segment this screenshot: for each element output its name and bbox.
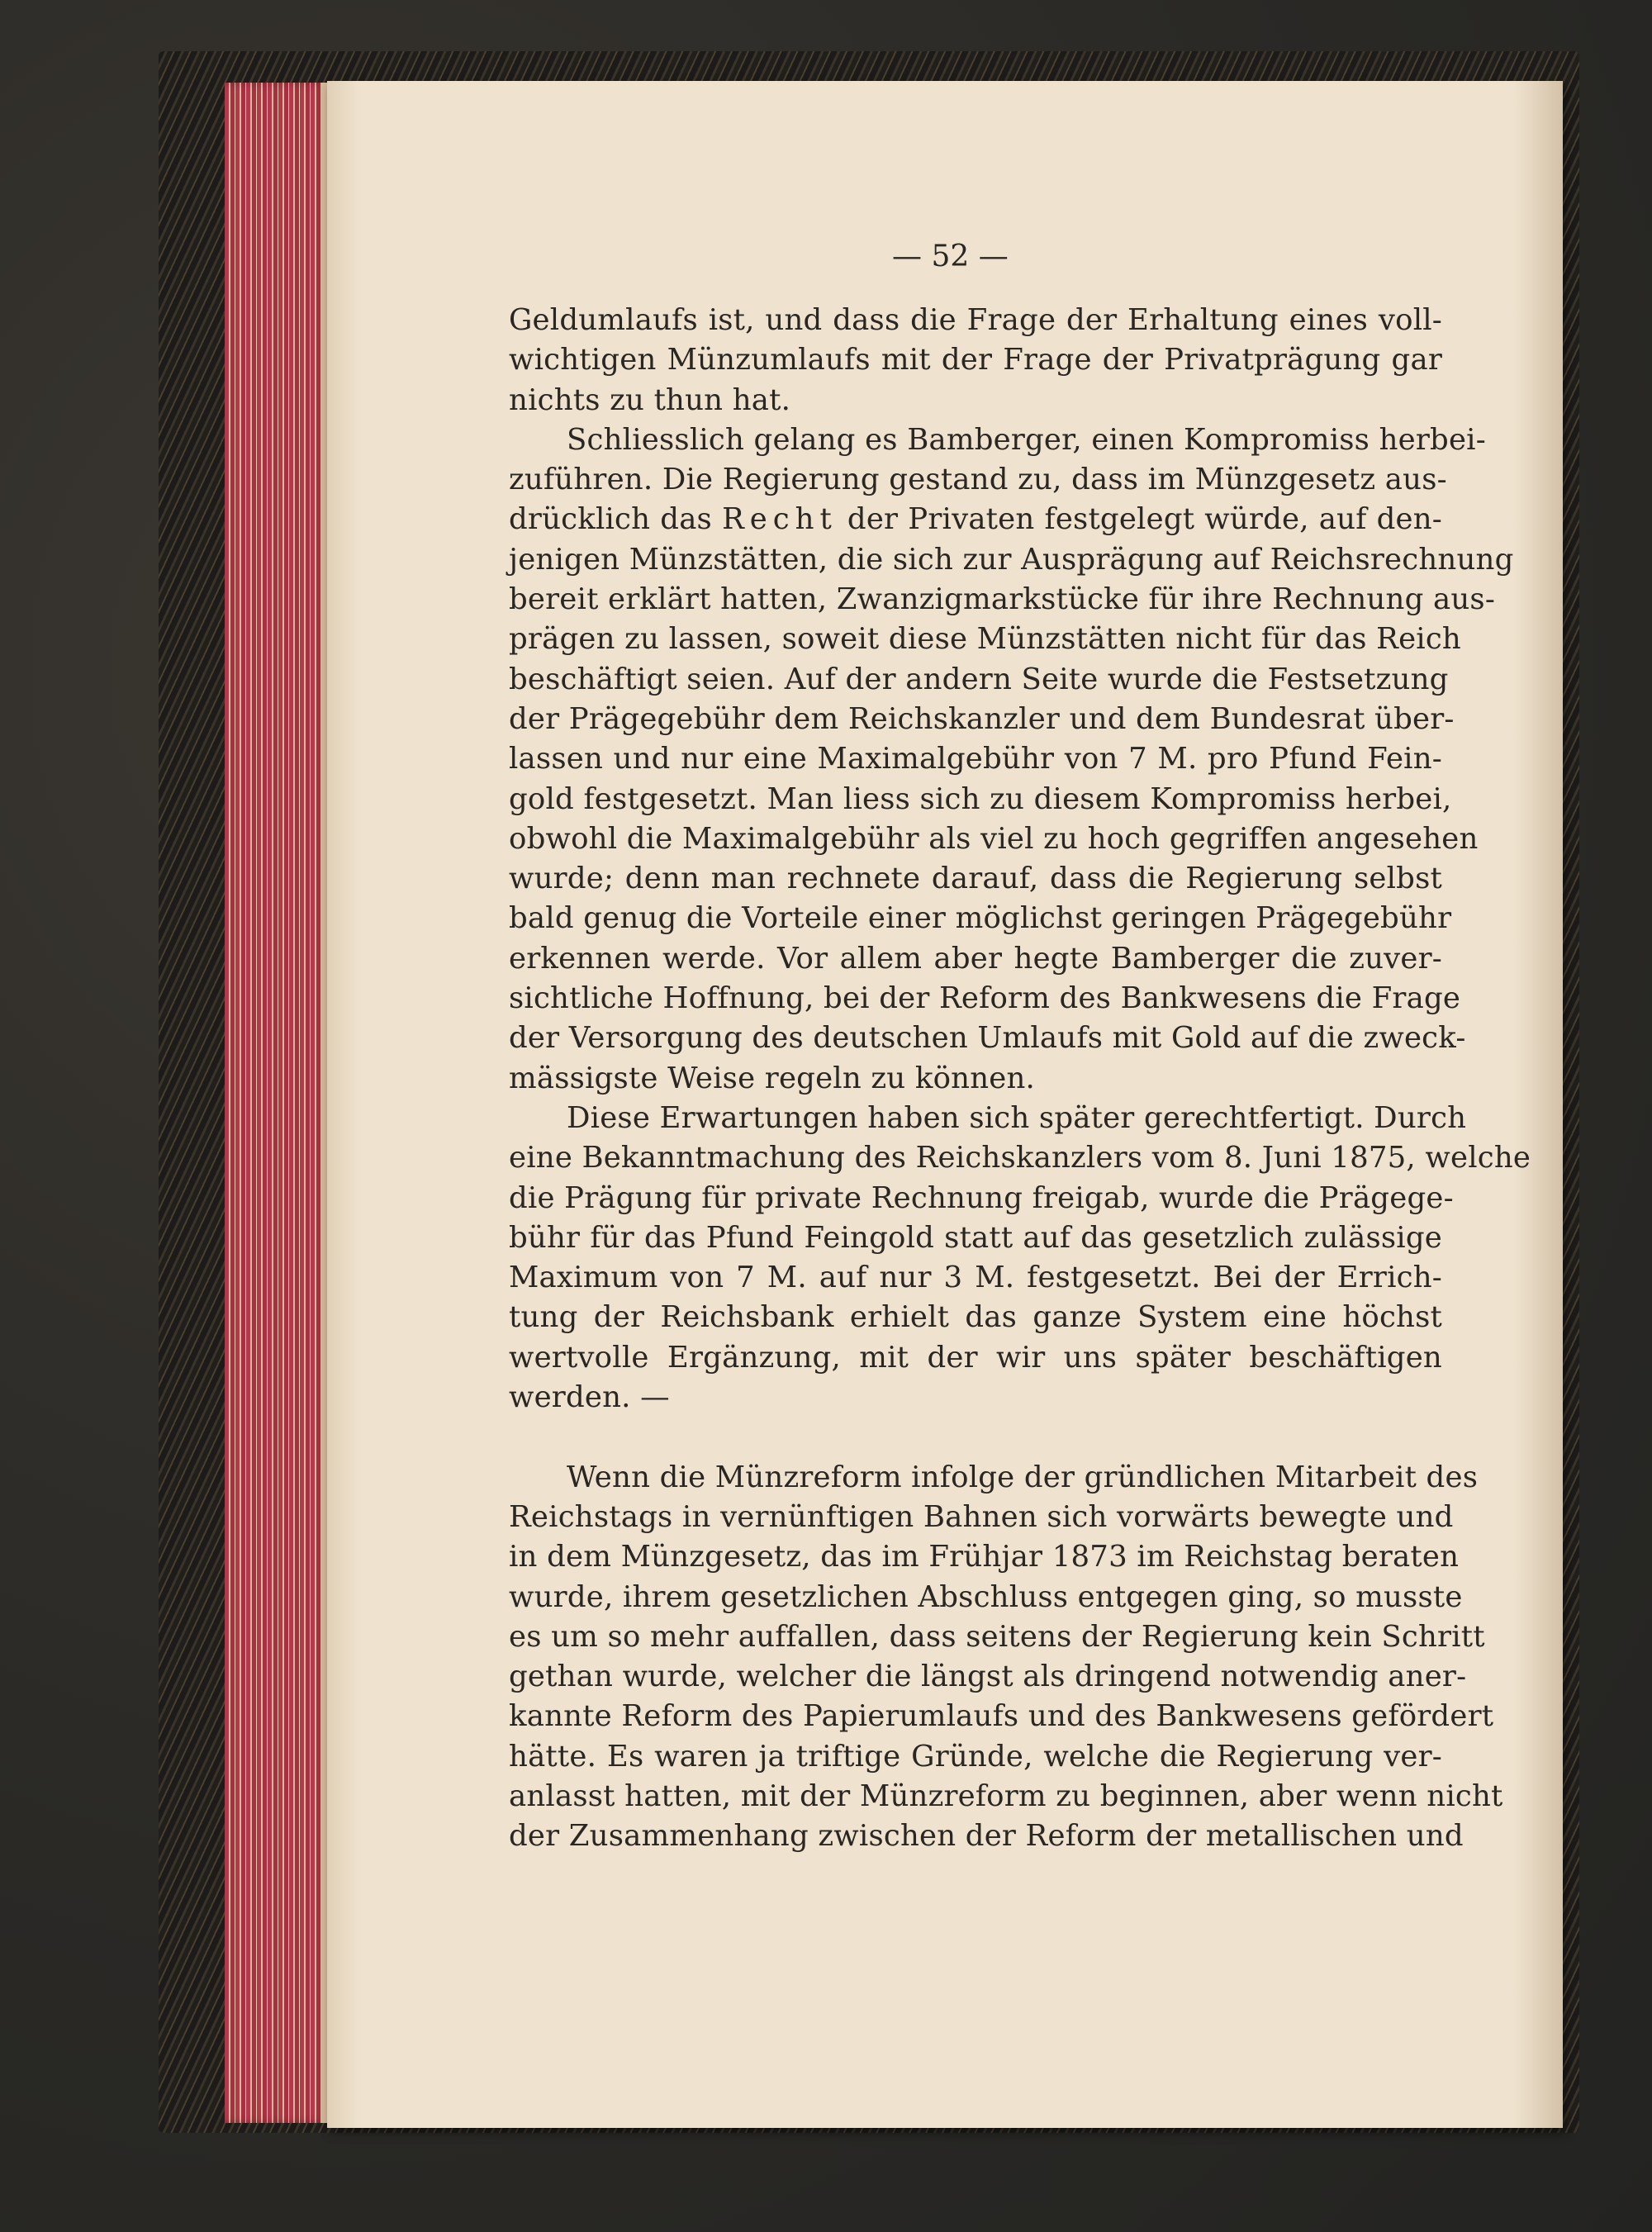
text-line: gethan wurde, welcher die längst als dringend notwendig aner- xyxy=(509,1660,1467,1694)
body-text xyxy=(509,240,1531,1857)
text-line: wurde, ihrem gesetzlichen Abschluss entgegen ging, so musste xyxy=(509,1579,1463,1614)
text-line: zuführen. Die Regierung gestand zu, dass im Münzgesetz aus- xyxy=(509,463,1447,497)
text-line: anlasst hatten, mit der Münzreform zu beginnen, aber wenn nicht xyxy=(509,1778,1503,1813)
text-line: mässigste Weise regeln zu können. xyxy=(509,1061,1036,1095)
text-line: die Prägung für private Rechnung freigab, wurde die Prägege- xyxy=(509,1180,1454,1215)
text-line: Schliesslich gelang es Bamberger, einen Kompromiss herbei- xyxy=(567,422,1486,457)
emphasis-word: Recht xyxy=(722,502,838,537)
text-line: erkennen werde. Vor allem aber hegte Bamberger die zuver- xyxy=(509,941,1442,976)
text-line: Diese Erwartungen haben sich später gerechtfertigt. Durch xyxy=(567,1100,1467,1135)
text-line: gold festgesetzt. Man liess sich zu diesem Kompromiss herbei, xyxy=(509,781,1452,816)
text-line: sichtliche Hoffnung, bei der Reform des Bankwesens die Frage xyxy=(509,981,1461,1016)
paragraph-1 xyxy=(509,301,1442,420)
text-line: wurde; denn man rechnete darauf, dass die Regierung selbst xyxy=(509,862,1442,896)
page-number: — 52 — xyxy=(892,240,1009,273)
text-line: hätte. Es waren ja triftige Gründe, welche die Regierung ver- xyxy=(509,1739,1442,1774)
text-line: der Versorgung des deutschen Umlaufs mit Gold auf die zweck- xyxy=(509,1021,1466,1056)
text-line: jenigen Münzstätten, die sich zur Ausprägung auf Reichsrechnung xyxy=(509,542,1514,577)
text-line: werden. — xyxy=(509,1380,670,1415)
text-line: Geldumlaufs ist, und dass die Frage der Erhaltung eines voll- xyxy=(509,303,1442,337)
text-line: kannte Reform des Papierumlaufs und des Bankwesens gefördert xyxy=(509,1699,1494,1734)
text-line: der Zusammenhang zwischen der Reform der metallischen und xyxy=(509,1819,1464,1854)
paragraph-2 xyxy=(509,420,1514,1099)
text-line: Wenn die Münzreform infolge der gründlichen Mitarbeit des xyxy=(567,1460,1479,1494)
text-line: nichts zu thun hat. xyxy=(509,382,791,417)
text-line: der Prägegebühr dem Reichskanzler und dem Bundesrat über- xyxy=(509,701,1455,736)
text-line: bereit erklärt hatten, Zwanzigmarkstücke für ihre Rechnung aus- xyxy=(509,582,1496,617)
text-line-with-emphasis: drücklich das Recht der Privaten festgelegt würde, auf den- xyxy=(509,502,1442,537)
text-line: in dem Münzgesetz, das im Frühjar 1873 im Reichstag beraten xyxy=(509,1540,1460,1574)
text-line: Reichstags in vernünftigen Bahnen sich vorwärts bewegte und xyxy=(509,1499,1454,1534)
text-line: bühr für das Pfund Feingold statt auf das gesetzlich zulässige xyxy=(509,1220,1442,1255)
text-line: wertvolle Ergänzung, mit der wir uns später beschäftigen xyxy=(509,1340,1442,1375)
text-line: prägen zu lassen, soweit diese Münzstätten nicht für das Reich xyxy=(509,622,1461,657)
page-edges xyxy=(225,83,332,2123)
section-gap xyxy=(509,1418,1442,1457)
text-line: eine Bekanntmachung des Reichskanzlers vom 8. Juni 1875, welche xyxy=(509,1141,1531,1175)
paragraph-3 xyxy=(509,1099,1531,1418)
text-line: lassen und nur eine Maximalgebühr von 7 M. pro Pfund Fein- xyxy=(509,742,1442,776)
text-line: wichtigen Münzumlaufs mit der Frage der Privatprägung gar xyxy=(509,343,1442,378)
text-line: tung der Reichsbank erhielt das ganze System eine höchst xyxy=(509,1300,1442,1335)
text-line: beschäftigt seien. Auf der andern Seite wurde die Festsetzung xyxy=(509,662,1449,696)
text-line: obwohl die Maximalgebühr als viel zu hoch gegriffen angesehen xyxy=(509,821,1479,856)
text-line: Maximum von 7 M. auf nur 3 M. festgesetzt. Bei der Errich- xyxy=(509,1261,1442,1295)
paragraph-4 xyxy=(509,1458,1503,1857)
text-line: bald genug die Vorteile einer möglichst geringen Prägegebühr xyxy=(509,901,1452,936)
text-line: es um so mehr auffallen, dass seitens der Regierung kein Schritt xyxy=(509,1619,1485,1654)
